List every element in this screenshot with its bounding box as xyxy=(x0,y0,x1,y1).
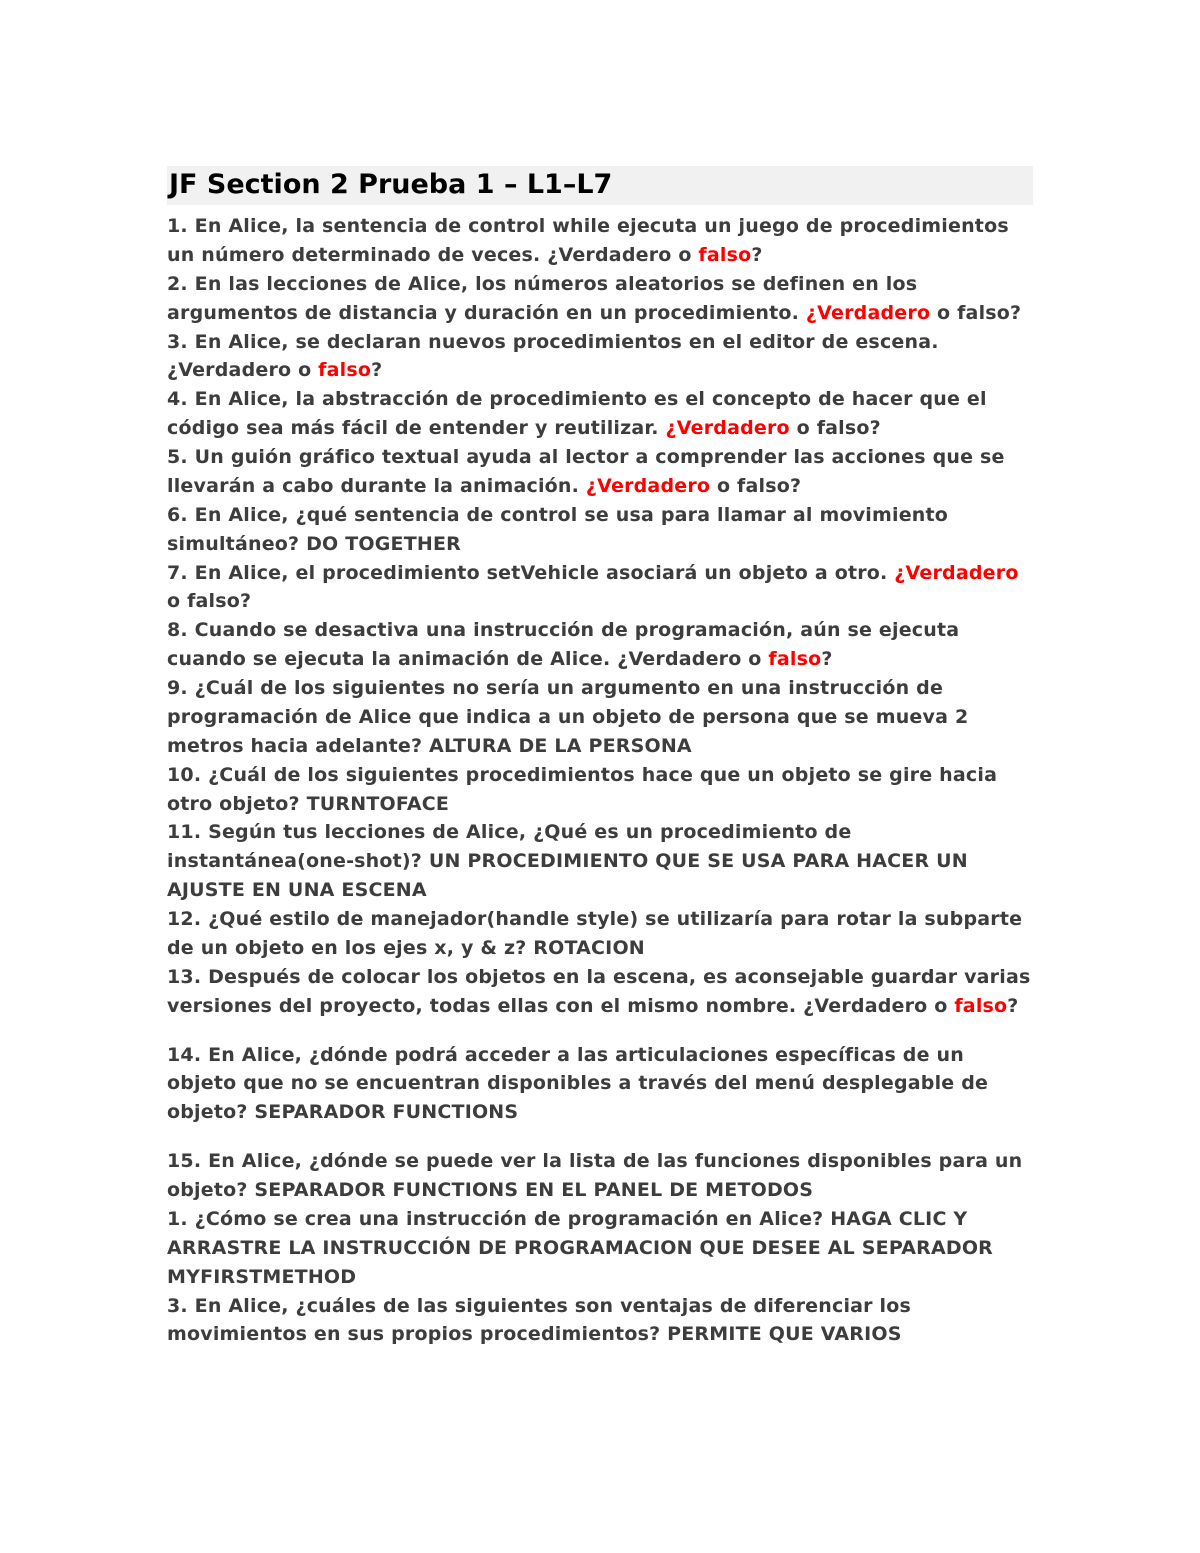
question-paragraph xyxy=(167,1205,1033,1292)
answer-highlight: falso xyxy=(318,359,372,382)
question-paragraph xyxy=(167,212,1033,270)
page-title: JF Section 2 Prueba 1 – L1–L7 xyxy=(167,166,1033,205)
document-content xyxy=(167,166,1033,1349)
question-paragraph xyxy=(167,1147,1033,1205)
question-paragraph xyxy=(167,385,1033,443)
answer-highlight: ¿Verdadero xyxy=(665,417,790,440)
question-paragraph xyxy=(167,328,1033,386)
question-text: ? xyxy=(751,243,763,266)
question-paragraph xyxy=(167,963,1033,1021)
question-paragraph xyxy=(167,559,1033,617)
question-paragraph xyxy=(167,1292,1033,1350)
question-text: 13. Después de colocar los objetos en la escena, es aconsejable guardar varias versiones del proyecto, todas ellas con el mismo nombre. ¿Verdadero o xyxy=(167,965,1031,1017)
question-list xyxy=(167,212,1033,1349)
question-paragraph xyxy=(167,616,1033,674)
question-text: 12. ¿Qué estilo de manejador(handle style) se utilizaría para rotar la subparte de un objeto en los ejes x, y & z? ROTACION xyxy=(167,908,1023,959)
question-text: o falso? xyxy=(789,417,881,440)
answer-highlight: falso xyxy=(768,648,822,671)
question-text: 14. En Alice, ¿dónde podrá acceder a las articulaciones específicas de un objeto que no se encuentran disponibles a través del menú desplegable de objeto? SEPARADOR FUNCTIONS xyxy=(167,1043,989,1124)
question-text: 6. En Alice, ¿qué sentencia de control se usa para llamar al movimiento simultáneo? DO TOGETHER xyxy=(167,503,949,555)
question-text: 3. En Alice, ¿cuáles de las siguientes son ventajas de diferenciar los movimientos en sus propios procedimientos? PERMITE QUE VARIOS xyxy=(167,1294,912,1346)
question-text: 2. En las lecciones de Alice, los números aleatorios se definen en los argumentos de distancia y duración en un procedimiento. xyxy=(167,272,918,324)
question-paragraph xyxy=(167,1041,1033,1128)
question-text: o falso? xyxy=(930,301,1022,324)
question-text: o falso? xyxy=(167,590,252,613)
question-text: 1. ¿Cómo se crea una instrucción de programación en Alice? HAGA CLIC Y ARRASTRE LA INSTRUCCIÓN DE PROGRAMACION QUE DESEE AL SEPARADOR MYFIRSTMETHOD xyxy=(167,1207,994,1288)
question-text: 15. En Alice, ¿dónde se puede ver la lista de las funciones disponibles para un objeto? SEPARADOR FUNCTIONS EN EL PANEL DE METODOS xyxy=(167,1150,1023,1202)
question-text: 11. Según tus lecciones de Alice, ¿Qué es un procedimiento de instantánea(one-shot)? UN PROCEDIMIENTO QUE SE USA PARA HACER UN AJUSTE EN UNA ESCENA xyxy=(167,821,968,902)
question-text: o falso? xyxy=(710,474,802,497)
question-paragraph xyxy=(167,270,1033,328)
question-text: 9. ¿Cuál de los siguientes no sería un argumento en una instrucción de programación de Alice que indica a un objeto de persona que se mueva 2 metros hacia adelante? ALTURA DE LA PERSONA xyxy=(167,677,969,757)
question-paragraph xyxy=(167,905,1033,963)
question-paragraph xyxy=(167,501,1033,559)
question-text: 3. En Alice, se declaran nuevos procedimientos en el editor de escena. ¿Verdadero o xyxy=(167,330,939,382)
question-text: ? xyxy=(821,648,833,671)
question-text: 10. ¿Cuál de los siguientes procedimientos hace que un objeto se gire hacia otro objeto? TURNTOFACE xyxy=(167,763,998,815)
answer-highlight: ¿Verdadero xyxy=(805,301,931,324)
answer-highlight: ¿Verdadero xyxy=(585,474,711,497)
answer-highlight: ¿Verdadero xyxy=(894,561,1019,584)
question-text: 4. En Alice, la abstracción de procedimiento es el concepto de hacer que el código sea más fácil de entender y reutilizar. xyxy=(167,388,987,440)
question-text: 1. En Alice, la sentencia de control while ejecuta un juego de procedimientos un número determinado de veces. ¿Verdadero o xyxy=(167,215,1009,266)
answer-highlight: falso xyxy=(954,994,1008,1017)
question-text: ? xyxy=(1007,994,1019,1017)
question-text: ? xyxy=(371,359,383,382)
question-text: 8. Cuando se desactiva una instrucción de programación, aún se ejecuta cuando se ejecuta la animación de Alice. ¿Verdadero o xyxy=(167,619,960,671)
answer-highlight: falso xyxy=(698,243,752,266)
question-paragraph xyxy=(167,674,1033,761)
question-paragraph xyxy=(167,761,1033,819)
question-text: 7. En Alice, el procedimiento setVehicle asociará un objeto a otro. xyxy=(167,561,895,584)
question-paragraph xyxy=(167,818,1033,905)
question-text: 5. Un guión gráfico textual ayuda al lector a comprender las acciones que se llevarán a cabo durante la animación. xyxy=(167,446,1005,497)
question-paragraph xyxy=(167,443,1033,501)
